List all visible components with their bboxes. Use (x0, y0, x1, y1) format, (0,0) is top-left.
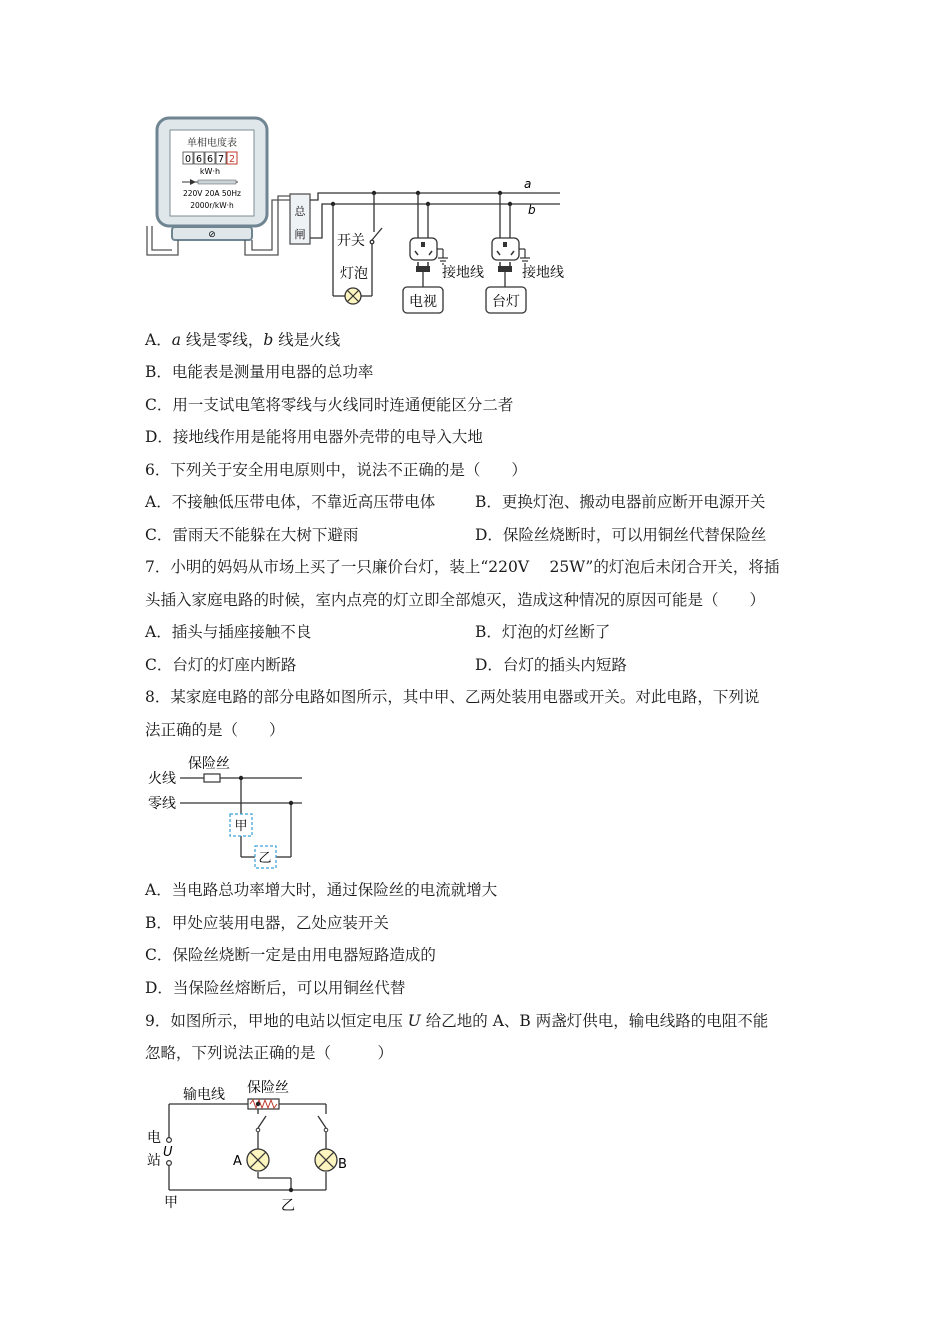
meter-rev: 2000r/kW·h (190, 201, 234, 210)
q7-option-d: D．台灯的插头内短路 (475, 656, 627, 674)
q8-jia-label: 甲 (234, 819, 248, 834)
q8-yi-label: 乙 (258, 851, 272, 866)
q9-station-label: 电 (147, 1130, 161, 1146)
q8-option-c: C．保险丝烧断一定是由用电器短路造成的 (145, 946, 436, 964)
meter-spec: 220V 20A 50Hz (182, 189, 242, 198)
main-switch-label: 闸 (294, 228, 306, 241)
meter-symbol: ⊘ (208, 230, 216, 240)
q6-stem: 6．下列关于安全用电原则中，说法不正确的是（ ） (145, 461, 527, 479)
ground-label: 接地线 (522, 265, 564, 281)
q8-stem-line2: 法正确的是（ ） (145, 721, 285, 739)
q7-option-a: A．插头与插座接触不良 (145, 623, 312, 641)
figure-meter-circuit (0, 0, 950, 330)
line-a-label: a (524, 177, 532, 191)
bulb-icon (345, 288, 361, 304)
main-switch-label: 总 (294, 205, 306, 218)
q9-switch-pivot (324, 1128, 328, 1132)
q7-option-c: C．台灯的灯座内断路 (145, 656, 297, 674)
q8-option-a: A．当电路总功率增大时，通过保险丝的电流就增大 (145, 881, 498, 899)
q8-option-d: D．当保险丝熔断后，可以用铜丝代替 (145, 979, 406, 997)
tv-label: 电视 (409, 294, 437, 310)
q8-junction (289, 801, 293, 805)
line-b-label: b (528, 203, 536, 217)
q9-bulb-a-icon (247, 1149, 269, 1171)
q9-terminal (167, 1138, 172, 1143)
meter-digit: 2 (228, 154, 236, 165)
q5-option-b: B．电能表是测量用电器的总功率 (145, 363, 374, 381)
meter-rotor (182, 179, 238, 185)
meter-digit: 6 (195, 154, 203, 165)
ground-label: 接地线 (442, 265, 484, 281)
q9-yi-label: 乙 (281, 1198, 295, 1214)
q5-option-c: C．用一支试电笔将零线与火线同时连通便能区分二者 (145, 396, 514, 414)
q9-terminal (167, 1161, 172, 1166)
q9-b-label: B (338, 1157, 347, 1172)
q8-neutral-label: 零线 (148, 796, 176, 812)
q8-option-b: B．甲处应装用电器，乙处应装开关 (145, 914, 389, 932)
q6-option-b: B．更换灯泡、搬动电器前应断开电源开关 (475, 493, 766, 511)
q9-bulb-b-icon (315, 1149, 337, 1171)
q5-option-d: D．接地线作用是能将用电器外壳带的电导入大地 (145, 428, 483, 446)
q9-u-label: U (163, 1145, 173, 1160)
meter-digit: 7 (217, 154, 225, 165)
q9-station-label: 站 (147, 1153, 161, 1169)
q6-option-a: A．不接触低压带电体，不靠近高压带电体 (145, 493, 436, 511)
q5-option-a-mid: 线是零线， (180, 331, 264, 349)
lamp-label: 台灯 (492, 294, 520, 310)
meter-digit: 6 (206, 154, 214, 165)
q7-option-b: B．灯泡的灯丝断了 (475, 623, 611, 641)
q8-live-label: 火线 (148, 771, 176, 787)
q9-stem-pre: 9．如图所示，甲地的电站以恒定电压 (145, 1012, 408, 1030)
q9-fuse-icon (248, 1099, 279, 1109)
q9-switch-pivot (256, 1128, 260, 1132)
q9-junction (289, 1188, 293, 1192)
q9-junction (256, 1102, 260, 1106)
meter-title: 单相电度表 (187, 138, 237, 149)
q6-option-c: C．雷雨天不能躲在大树下避雨 (145, 526, 359, 544)
q9-stem-post: 给乙地的 A、B 两盏灯供电，输电线路的电阻不能 (420, 1012, 769, 1030)
q5-option-a-post: 线是火线 (273, 331, 341, 349)
q5-option-a-var-a: a (171, 331, 181, 349)
meter-unit: kW·h (199, 167, 221, 176)
figure-q9-circuit (0, 1070, 950, 1220)
q7-stem-line2: 头插入家庭电路的时候，室内点亮的灯立即全部熄灭，造成这种情况的原因可能是（ ） (145, 591, 766, 609)
bulb-label: 灯泡 (340, 266, 368, 282)
q5-option-a-var-b: b (263, 331, 274, 349)
q9-stem-u: U (407, 1012, 421, 1030)
q9-fuse-label: 保险丝 (247, 1080, 289, 1096)
q8-stem-line1: 8．某家庭电路的部分电路如图所示，其中甲、乙两处装用电器或开关。对此电路，下列说 (145, 688, 760, 706)
switch-label: 开关 (337, 233, 365, 249)
q9-stem-line1 (145, 1011, 768, 1031)
meter-digits (183, 152, 237, 165)
q5-option-a-prefix: A． (145, 331, 172, 349)
q8-fuse-label: 保险丝 (188, 756, 230, 772)
figure-q8-circuit (0, 745, 950, 875)
supply-lines (310, 193, 560, 238)
q9-stem-line2: 忽略，下列说法正确的是（ ） (145, 1044, 394, 1062)
q9-a-label: A (233, 1154, 242, 1169)
q6-option-d: D．保险丝烧断时，可以用铜丝代替保险丝 (475, 526, 767, 544)
q9-jia-label: 甲 (164, 1195, 178, 1211)
q9-wires (169, 1104, 326, 1190)
q5-option-a (145, 330, 340, 350)
q8-fuse-icon (204, 774, 220, 782)
q8-junction (239, 776, 243, 780)
q7-stem-line1: 7．小明的妈妈从市场上买了一只廉价台灯，装上“220V 25W”的灯泡后未闭合开关，将插 (145, 558, 780, 576)
meter-digit: 0 (184, 154, 192, 165)
q9-wire-label: 输电线 (183, 1087, 225, 1103)
